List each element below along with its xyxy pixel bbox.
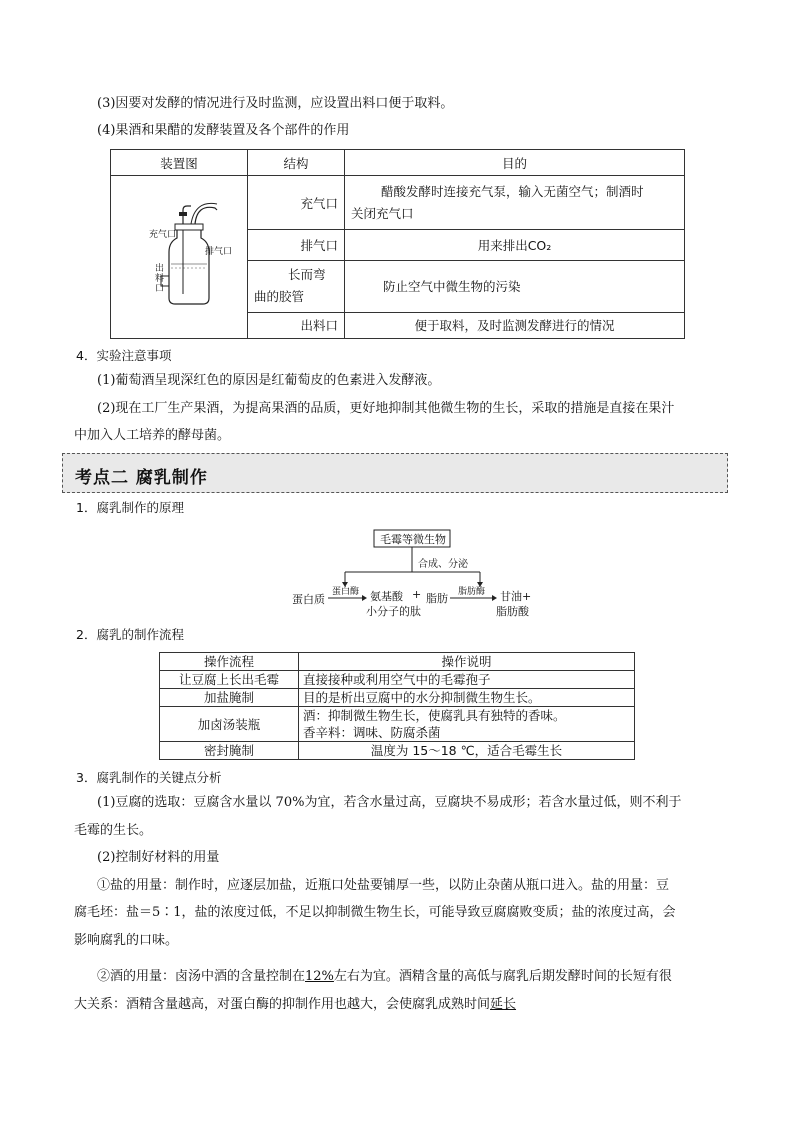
purpose-cell: 用来排出CO₂ bbox=[345, 230, 685, 260]
note-2b: 中加入人工培养的酵母菌。 bbox=[74, 428, 231, 443]
keypoint-1b: 毛霉的生长。 bbox=[74, 823, 153, 838]
inlet-label: 充气口 bbox=[149, 230, 177, 240]
table-header: 操作流程 bbox=[160, 653, 299, 671]
diagram-glycerol: 甘油+ bbox=[500, 590, 532, 603]
paragraph-3: (3)因要对发酵的情况进行及时监测，应设置出料口便于取料。 bbox=[97, 96, 454, 111]
diagram-lipase: 脂肪酶 bbox=[458, 587, 486, 597]
diagram-plus: + bbox=[412, 588, 422, 601]
table-header: 装置图 bbox=[111, 150, 248, 176]
keypoint-text: 左右为宜。酒精含量的高低与腐乳后期发酵时间的长短有很 bbox=[333, 969, 672, 984]
process-title: 2．腐乳的制作流程 bbox=[76, 627, 184, 642]
principle-title: 1．腐乳制作的原理 bbox=[76, 500, 184, 515]
table-header: 操作说明 bbox=[299, 653, 635, 671]
device-figure-cell bbox=[111, 176, 248, 339]
structure-cell bbox=[248, 260, 345, 312]
purpose-text: 关闭充气口 bbox=[351, 205, 414, 221]
keypoint-4b bbox=[74, 995, 516, 1015]
keypoint-4a bbox=[97, 967, 672, 987]
material-outlet-label: 出料口 bbox=[155, 264, 165, 294]
table-header: 结构 bbox=[248, 150, 345, 176]
underlined-text: 12% bbox=[305, 969, 334, 984]
desc-cell: 温度为 15～18 ℃，适合毛霉生长 bbox=[299, 742, 635, 760]
keypoint-2: (2)控制好材料的用量 bbox=[97, 850, 220, 865]
keypoint-text: 大关系：酒精含量越高，对蛋白酶的抑制作用也越大，会使腐乳成熟时间 bbox=[74, 997, 491, 1012]
desc-cell: 直接接种或利用空气中的毛霉孢子 bbox=[299, 671, 635, 689]
keypoint-3b: 腐毛坯：盐＝5∶1，盐的浓度过低，不足以抑制微生物生长，可能导致豆腐腐败变质；盐的浓度过高，会 bbox=[74, 905, 676, 920]
desc-cell: 目的是析出豆腐中的水分抑制微生物生长。 bbox=[299, 689, 635, 707]
principle-diagram bbox=[290, 526, 540, 618]
diagram-protein: 蛋白质 bbox=[292, 593, 325, 606]
note-1: (1)葡萄酒呈现深红色的原因是红葡萄皮的色素进入发酵液。 bbox=[97, 373, 441, 388]
diagram-process-label: 合成、分泌 bbox=[418, 559, 468, 570]
table-header: 目的 bbox=[345, 150, 685, 176]
step-cell: 加盐腌制 bbox=[160, 689, 299, 707]
structure-cell: 充气口 bbox=[248, 176, 345, 230]
keypoint-3a: ①盐的用量：制作时，应逐层加盐，近瓶口处盐要铺厚一些，以防止杂菌从瓶口进入。盐的用量：豆 bbox=[97, 878, 670, 893]
step-cell: 让豆腐上长出毛霉 bbox=[160, 671, 299, 689]
diagram-fat: 脂肪 bbox=[426, 592, 448, 605]
structure-cell: 出料口 bbox=[248, 312, 345, 338]
diagram-protease: 蛋白酶 bbox=[332, 587, 360, 597]
diagram-fatty-acid: 脂肪酸 bbox=[496, 605, 529, 618]
purpose-text: 醋酸发酵时连接充气泵，输入无菌空气；制酒时 bbox=[381, 183, 644, 199]
diagram-amino: 氨基酸 bbox=[370, 590, 403, 603]
purpose-cell bbox=[345, 176, 685, 230]
step-cell: 加卤汤装瓶 bbox=[160, 707, 299, 742]
desc-cell bbox=[299, 707, 635, 742]
keypoint-text: ②酒的用量：卤汤中酒的含量控制在 bbox=[97, 969, 306, 984]
step-cell: 密封腌制 bbox=[160, 742, 299, 760]
purpose-cell: 便于取料，及时监测发酵进行的情况 bbox=[345, 312, 685, 338]
section-4-title: 4．实验注意事项 bbox=[76, 348, 172, 363]
process-table bbox=[159, 652, 635, 760]
note-2a: (2)现在工厂生产果酒，为提高果酒的品质，更好地抑制其他微生物的生长，采取的措施是直接在果汁 bbox=[97, 401, 675, 416]
desc-text: 香辛料：调味、防腐杀菌 bbox=[303, 725, 441, 740]
structure-text: 曲的胶管 bbox=[254, 289, 305, 305]
diagram-peptide: 小分子的肽 bbox=[366, 605, 421, 618]
purpose-cell: 防止空气中微生物的污染 bbox=[345, 260, 685, 312]
section-title: 考点二 腐乳制作 bbox=[75, 468, 208, 488]
structure-cell: 排气口 bbox=[248, 230, 345, 260]
keypoint-1a: (1)豆腐的选取：豆腐含水量以 70%为宜，若含水量过高，豆腐块不易成形；若含水量过低，则不利于 bbox=[97, 795, 682, 810]
section-header bbox=[62, 453, 728, 493]
outlet-label: 排气口 bbox=[205, 247, 233, 257]
keypoints-title: 3．腐乳制作的关键点分析 bbox=[76, 770, 222, 785]
paragraph-4: (4)果酒和果醋的发酵装置及各个部件的作用 bbox=[97, 123, 350, 138]
desc-text: 酒：抑制微生物生长，使腐乳具有独特的香味。 bbox=[303, 708, 566, 723]
diagram-top-label: 毛霉等微生物 bbox=[380, 533, 446, 546]
keypoint-3c: 影响腐乳的口味。 bbox=[74, 933, 179, 948]
structure-text: 长而弯 bbox=[288, 267, 326, 283]
fermentation-bottle-figure bbox=[111, 176, 235, 338]
underlined-text: 延长 bbox=[490, 997, 517, 1012]
fermentation-device-table bbox=[110, 149, 685, 339]
